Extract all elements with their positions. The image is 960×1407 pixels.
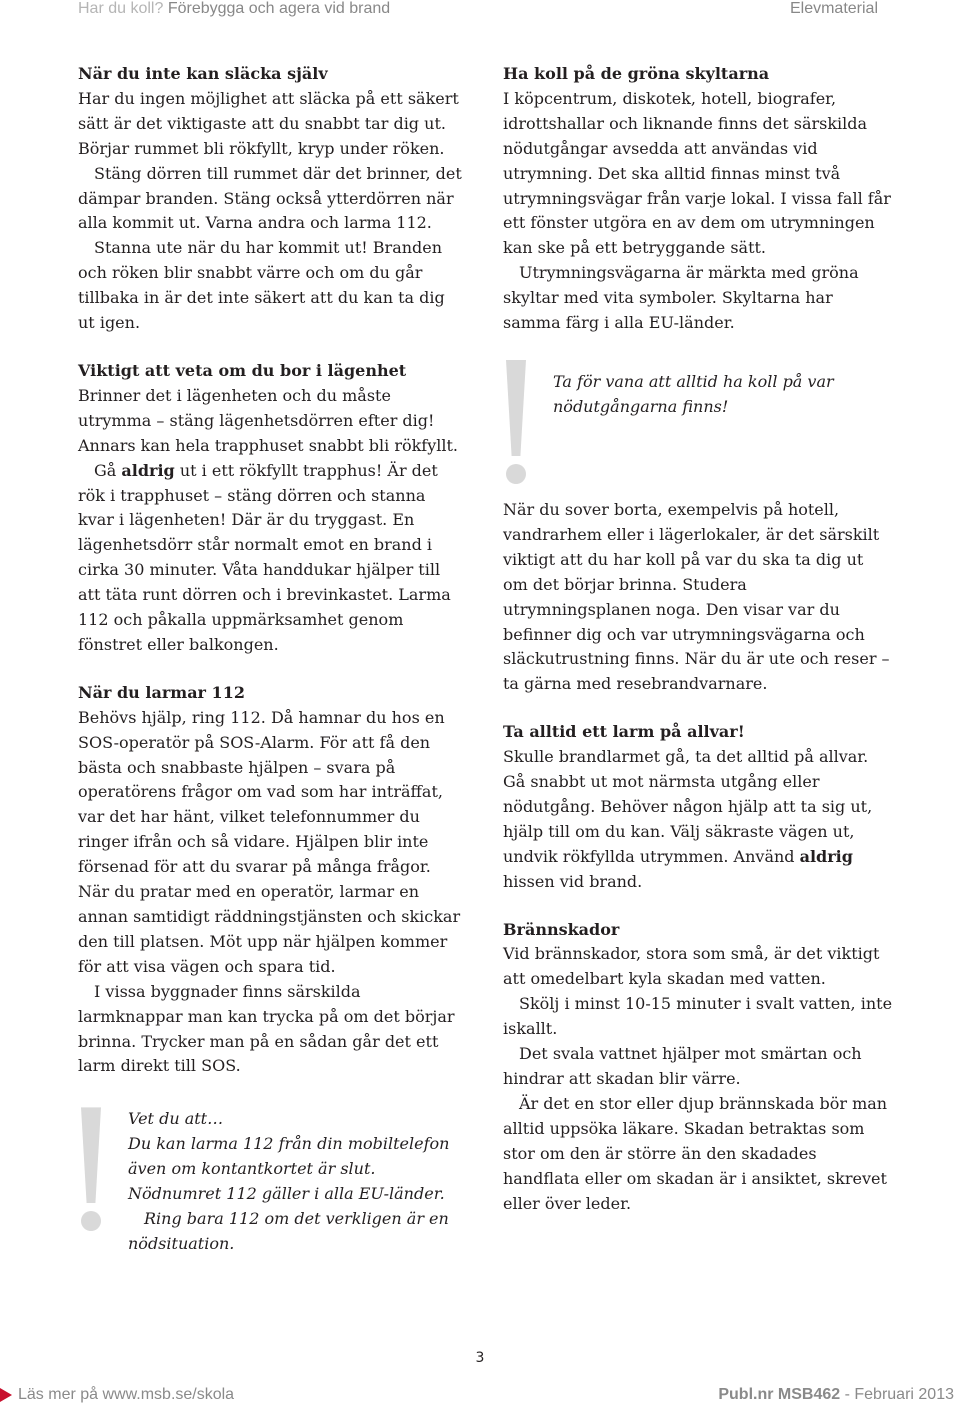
paragraph: Vid brännskador, stora som små, är det viktigt att omedelbart kyla skadan med vatten.	[503, 944, 880, 989]
section-heading: När du larmar 112	[78, 682, 245, 702]
section-nar-du-inte-kan-slacka	[78, 62, 464, 336]
page-footer	[0, 1350, 960, 1407]
paragraph: Har du ingen möjlighet att släcka på ett säkert sätt är det viktigaste att du snabbt tar dig ut. Börjar rummet bli rökfyllt, kryp under röken.	[78, 88, 459, 158]
section-brannskador	[503, 918, 893, 1217]
header-series: Har du koll?	[78, 0, 164, 17]
paragraph: Det svala vattnet hjälper mot smärtan och hindrar att skadan blir värre.	[503, 1044, 862, 1088]
text-run: ut i ett rökfyllt trapphus! Är det rök i trapphuset – stäng dörren och stanna kvar i lägenheten! Där är du tryggast. En lägenhetsdörr står normalt emot en brand i cirka 30 minuter. Våta handdukar hjälper till att täta runt dörren och i brevinkastet. Larma 112 och påkalla uppmärksamhet genom fönstret eller balkongen.	[78, 460, 451, 654]
left-column	[78, 62, 464, 1257]
section-heading: När du inte kan släcka själv	[78, 64, 328, 83]
section-heading: Viktigt att veta om du bor i lägenhet	[78, 360, 407, 380]
emphasis-text: aldrig	[121, 460, 175, 480]
publication-id: Publ.nr MSB462	[718, 1386, 841, 1403]
note-text: Ta för vana att alltid ha koll på var nödutgångarna finns!	[553, 371, 834, 416]
arrow-right-icon	[0, 1388, 12, 1402]
paragraph: Stäng dörren till rummet där det brinner, det dämpar branden. Stäng också ytterdörren när alla kommit ut. Varna andra och larma 112.	[78, 163, 462, 233]
text-run: Skulle brandlarmet gå, ta det alltid på allvar. Gå snabbt ut mot närmsta utgång eller nödutgång. Behöver någon hjälp att ta sig ut, hjälp till om du kan. Välj säkraste vägen ut, undvik rökfyllda utrymmen. Använd	[503, 747, 873, 866]
paragraph: Skölj i minst 10-15 minuter i svalt vatten, inte iskallt.	[503, 994, 893, 1039]
page-number: 3	[475, 1350, 485, 1366]
info-note-nodutgangar	[503, 360, 893, 492]
paragraph: När du sover borta, exempelvis på hotell, vandrarhem eller i lägerlokaler, är det särskilt viktigt att du har koll på var du ska ta dig ut om det börjar brinna. Studera utrymningsplanen noga. Den visar var du befinner dig och var utrymningsvägarna och släckutrustning finns. När du är ute och reser – ta gärna med resebrandvarnare.	[503, 499, 890, 694]
section-grona-skyltarna	[503, 62, 893, 336]
paragraph: Brinner det i lägenheten och du måste utrymma – stäng lägenhetsdörren efter dig! Annars kan hela trapphuset snabbt bli rökfyllt.	[78, 385, 458, 455]
note-body	[78, 1107, 464, 1256]
paragraph: Utrymningsvägarna är märkta med gröna skyltar med vita symboler. Skyltarna har samma färg i alla EU-länder.	[503, 263, 859, 333]
publication-date: - Februari 2013	[840, 1386, 954, 1403]
section-heading: Brännskador	[503, 919, 620, 939]
emphasis-text: aldrig	[799, 846, 853, 866]
section-nar-du-larmar	[78, 681, 464, 1080]
header-title: Förebygga och agera vid brand	[167, 0, 391, 17]
exclamation-icon	[503, 360, 529, 492]
section-larm-pa-allvar	[503, 720, 893, 894]
paragraph: I köpcentrum, diskotek, hotell, biografer, idrottshallar och liknande finns det särskilda nödutgångar avsedda att användas vid utrymning. Det ska alltid finnas minst två utrymningsvägar från varje lokal. I vissa fall får ett fönster utgöra en av dem om utrymningen kan ske på ett betryggande sätt.	[503, 88, 891, 258]
text-run: Gå	[94, 460, 122, 480]
paragraph: Är det en stor eller djup brännskada bör man alltid uppsöka läkare. Skadan betraktas som stor om den är större än den skadades handflata eller om skadan är i ansiktet, skrevet eller över leder.	[503, 1093, 888, 1213]
section-lagenhet	[78, 359, 464, 658]
paragraph	[78, 459, 464, 658]
header-left	[78, 0, 390, 18]
read-more-link[interactable]	[0, 1386, 234, 1404]
section-heading: Ha koll på de gröna skyltarna	[503, 64, 770, 83]
paragraph: Behövs hjälp, ring 112. Då hamnar du hos en SOS-operatör på SOS-Alarm. För att få den bästa och snabbaste hjälpen – svara på operatörens frågor om vad som har inträffat, var det har hänt, vilket telefonnummer du ringer ifrån och så vidare. Hjälpen blir inte försenad för att du svarar på många frågor. När du pratar med en operatör, larmar en annan samtidigt räddningstjänsten och skickar den till platsen. Möt upp när hjälpen kommer för att visa vägen och spara tid.	[78, 707, 461, 976]
read-more-text: Läs mer på www.msb.se/skola	[18, 1386, 235, 1403]
paragraph: I vissa byggnader finns särskilda larmknappar man kan trycka på om det börjar brinna. Trycker man på en sådan går det ett larm direkt till SOS.	[78, 981, 455, 1076]
section-heading: Ta alltid ett larm på allvar!	[503, 722, 745, 742]
section-sova-borta	[503, 498, 893, 697]
text-run: hissen vid brand.	[503, 871, 643, 891]
note-paragraph: Du kan larma 112 från din mobiltelefon även om kontantkortet är slut. Nödnumret 112 gäller i alla EU-länder.	[128, 1134, 450, 1204]
note-lead: Vet du att…	[128, 1109, 224, 1129]
page-header	[0, 0, 960, 22]
info-note-vet-du-att	[78, 1107, 464, 1256]
publication-number	[718, 1386, 954, 1404]
exclamation-icon	[78, 1107, 104, 1239]
note-paragraph: Ring bara 112 om det verkligen är en nödsituation.	[128, 1208, 449, 1253]
right-column	[503, 62, 893, 1216]
header-right-label: Elevmaterial	[789, 0, 878, 17]
paragraph	[503, 745, 893, 894]
paragraph: Stanna ute när du har kommit ut! Branden och röken blir snabbt värre och om du går tillbaka in är det inte säkert att du kan ta dig ut igen.	[78, 238, 445, 333]
